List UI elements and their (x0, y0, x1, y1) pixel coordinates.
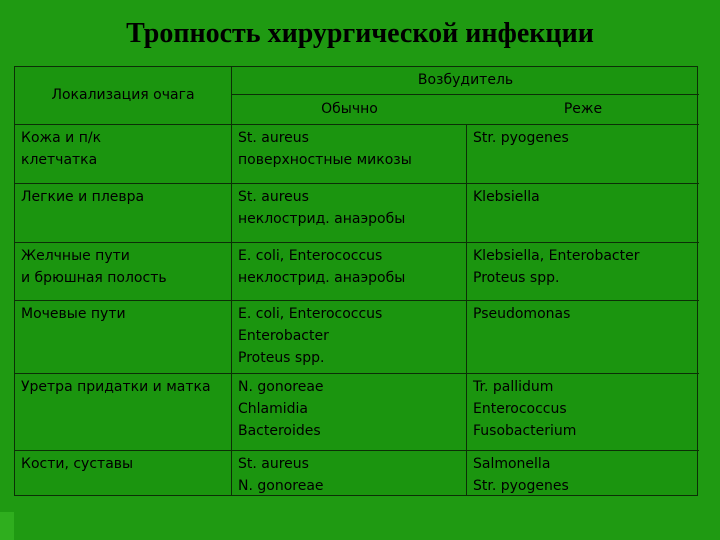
header-localization-label: Локализация очага (51, 86, 195, 103)
header-pathogen-group (232, 67, 699, 125)
cell-usually: St. aureus N. gonoreae (232, 451, 467, 496)
pathogen-table (14, 66, 698, 496)
cell-usually: E. coli, Enterococcus неклострид. анаэробы (232, 243, 467, 301)
decor-square (0, 512, 14, 540)
cell-site: Кости, суставы (15, 451, 232, 496)
cell-usually: St. aureus неклострид. анаэробы (232, 184, 467, 243)
cell-site: Легкие и плевра (15, 184, 232, 243)
cell-usually: E. coli, Enterococcus Enterobacter Proteus spp. (232, 301, 467, 374)
header-rarely: Реже (563, 101, 603, 117)
cell-usually: N. gonoreae Chlamidia Bacteroides (232, 374, 467, 451)
cell-rarely: Pseudomonas (467, 301, 699, 374)
cell-rarely: Klebsiella (467, 184, 699, 243)
cell-site: Уретра придатки и матка (15, 374, 232, 451)
header-localization (15, 67, 232, 125)
header-usually: Обычно (321, 101, 378, 117)
cell-site: Мочевые пути (15, 301, 232, 374)
page-title: Тропность хирургической инфекции (126, 18, 594, 49)
header-pathogen: Возбудитель (232, 67, 699, 95)
cell-rarely: Str. pyogenes (467, 125, 699, 184)
cell-usually: St. aureus поверхностные микозы (232, 125, 467, 184)
cell-rarely: Klebsiella, Enterobacter Proteus spp. (467, 243, 699, 301)
cell-rarely: Salmonella Str. pyogenes (473, 456, 569, 494)
cell-site: Кожа и п/к клетчатка (15, 125, 232, 184)
cell-site: Желчные пути и брюшная полость (15, 243, 232, 301)
cell-rarely: Tr. pallidum Enterococcus Fusobacterium (467, 374, 699, 451)
